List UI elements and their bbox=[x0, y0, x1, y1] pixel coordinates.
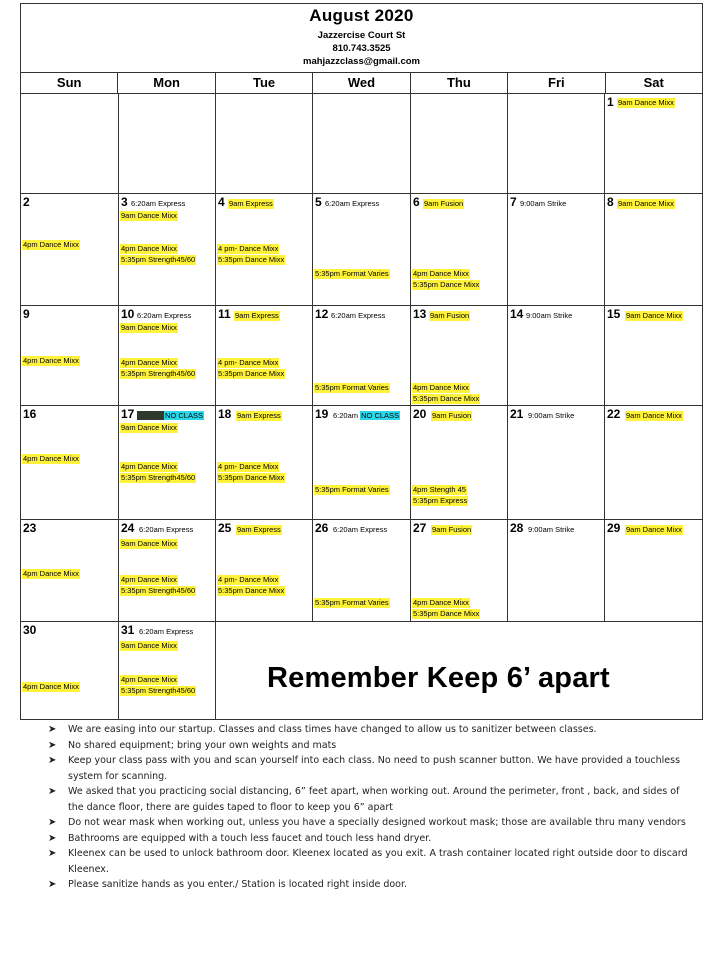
class-event: 9:00am Strike bbox=[526, 311, 573, 320]
day-cell-25 bbox=[216, 520, 313, 622]
weekday-sun: Sun bbox=[21, 73, 118, 93]
list-item: ➤ Bathrooms are equipped with a touch less faucet and touch less hand dryer. bbox=[48, 831, 698, 847]
class-event: 9am Dance Mixx bbox=[121, 211, 177, 220]
class-event: 9:00am Strike bbox=[528, 411, 575, 420]
day-cell-empty bbox=[119, 94, 216, 194]
day-cell-4 bbox=[216, 194, 313, 306]
calendar bbox=[20, 3, 703, 720]
day-number: 10 bbox=[121, 307, 135, 321]
day-cell-empty bbox=[411, 94, 508, 194]
arrowhead-bullet-icon: ➤ bbox=[48, 848, 57, 859]
day-cell-23 bbox=[21, 520, 119, 622]
class-event: 4pm Dance Mixx bbox=[121, 358, 177, 367]
day-number: 13 bbox=[413, 307, 427, 321]
day-cell-26 bbox=[313, 520, 411, 622]
class-event: 9am Dance Mixx bbox=[626, 525, 682, 534]
day-number: 22 bbox=[607, 407, 621, 421]
day-cell-11 bbox=[216, 306, 313, 406]
class-event: 4pm Dance Mixx bbox=[413, 383, 469, 392]
day-number: 2 bbox=[23, 195, 30, 209]
class-event: 6:20am Express bbox=[131, 199, 186, 208]
class-event: 9am Dance Mixx bbox=[618, 199, 674, 208]
list-item: ➤ Keep your class pass with you and scan yourself into each class. No need to push scanner button. We have provided a touchless system for scanning. bbox=[48, 755, 681, 782]
weekday-mon: Mon bbox=[118, 73, 215, 93]
day-cell-empty bbox=[313, 94, 411, 194]
day-cell-19 bbox=[313, 406, 411, 520]
class-event: 5:35pm Dance Mixx bbox=[413, 280, 480, 289]
class-event: 9am Fusion bbox=[430, 311, 470, 320]
class-event: 5:35pm Strength45/60 bbox=[121, 369, 196, 378]
class-event: 6:20am Express bbox=[139, 525, 194, 534]
day-cell-30 bbox=[21, 622, 119, 719]
day-number: 28 bbox=[510, 521, 524, 535]
day-number: 6 bbox=[413, 195, 420, 209]
class-event: 9am Dance Mixx bbox=[121, 539, 177, 548]
day-cell-3 bbox=[119, 194, 216, 306]
class-event: 4pm Dance Mixx bbox=[121, 575, 177, 584]
day-number: 17 bbox=[121, 407, 135, 421]
day-cell-15 bbox=[605, 306, 702, 406]
class-event: 6:20am Express bbox=[139, 627, 194, 636]
day-cell-7 bbox=[508, 194, 605, 306]
day-cell-21 bbox=[508, 406, 605, 520]
day-number: 27 bbox=[413, 521, 427, 535]
day-cell-empty bbox=[508, 94, 605, 194]
day-cell-16 bbox=[21, 406, 119, 520]
class-event: 9am Dance Mixx bbox=[626, 311, 682, 320]
class-event: 4pm Dance Mixx bbox=[23, 356, 79, 365]
day-number: 5 bbox=[315, 195, 322, 209]
class-event: 4 pm- Dance Mixx bbox=[218, 575, 279, 584]
class-event: 5:35pm Dance Mixx bbox=[413, 609, 480, 618]
class-event: 5:35pm Strength45/60 bbox=[121, 255, 196, 264]
list-item: ➤ Do not wear mask when working out, unless you have a specially designed workout mask; those are available thru many vendors bbox=[48, 815, 698, 831]
class-event: 6:20am Express bbox=[137, 311, 192, 320]
day-cell-12 bbox=[313, 306, 411, 406]
class-event: 4pm Dance Mixx bbox=[23, 454, 79, 463]
class-event: 4 pm- Dance Mixx bbox=[218, 358, 279, 367]
weekday-thu: Thu bbox=[411, 73, 508, 93]
class-event: 9am Express bbox=[237, 411, 281, 420]
class-event: 9am Express bbox=[229, 199, 273, 208]
class-event: 5:35pm Format Varies bbox=[315, 269, 389, 278]
day-number: 14 bbox=[510, 307, 524, 321]
day-cell-5 bbox=[313, 194, 411, 306]
arrowhead-bullet-icon: ➤ bbox=[48, 755, 57, 766]
class-event: 6:20am Express bbox=[331, 311, 386, 320]
day-number: 4 bbox=[218, 195, 225, 209]
class-event: 5:35pm Dance Mixx bbox=[218, 473, 285, 482]
day-cell-28 bbox=[508, 520, 605, 622]
day-number: 23 bbox=[23, 521, 37, 535]
arrowhead-bullet-icon: ➤ bbox=[48, 817, 57, 828]
day-cell-13 bbox=[411, 306, 508, 406]
class-event: 9am Dance Mixx bbox=[626, 411, 682, 420]
class-event: 4 pm- Dance Mixx bbox=[218, 244, 279, 253]
day-cell-17 bbox=[119, 406, 216, 520]
arrowhead-bullet-icon: ➤ bbox=[48, 832, 57, 844]
list-item: ➤ We asked that you practicing social distancing, 6” feet apart, when working out. Around the perimeter, front , back, and sides of the dance floor, there are guides taped to floor to keep you 6” apart bbox=[48, 786, 680, 813]
day-number: 9 bbox=[23, 307, 30, 321]
day-cell-empty bbox=[21, 94, 119, 194]
class-event: 5:35pm Strength45/60 bbox=[121, 686, 196, 695]
day-number: 3 bbox=[121, 195, 128, 209]
phone: 810.743.3525 bbox=[332, 43, 391, 54]
class-event: 4pm Stength 45 bbox=[413, 485, 466, 494]
class-event: 6:20am Express bbox=[325, 199, 380, 208]
day-number: 24 bbox=[121, 521, 135, 535]
day-number: 19 bbox=[315, 407, 329, 421]
location: Jazzercise Court St bbox=[317, 30, 406, 41]
day-number: 7 bbox=[510, 195, 517, 209]
calendar-title: August 2020 bbox=[309, 6, 414, 25]
class-event: 5:35pm Format Varies bbox=[315, 598, 389, 607]
day-number: 15 bbox=[607, 307, 621, 321]
day-cell-9 bbox=[21, 306, 119, 406]
day-cell-29 bbox=[605, 520, 702, 622]
day-cell-24 bbox=[119, 520, 216, 622]
class-event: 9:00am Strike bbox=[528, 525, 575, 534]
class-event: 4 pm- Dance Mixx bbox=[218, 462, 279, 471]
class-event: 9am Dance Mixx bbox=[121, 423, 177, 432]
class-event: 5:35pm Express bbox=[413, 496, 468, 505]
list-item: ➤ No shared equipment; bring your own weights and mats bbox=[48, 738, 698, 754]
class-event: 4pm Dance Mixx bbox=[23, 240, 79, 249]
day-number: 16 bbox=[23, 407, 37, 421]
notes-list bbox=[48, 722, 698, 893]
class-event: 4pm Dance Mixx bbox=[23, 569, 79, 578]
class-event-cancelled: 6:20am NO CLASS bbox=[138, 411, 203, 420]
class-event: 4pm Dance Mixx bbox=[23, 682, 79, 691]
weekday-header bbox=[21, 72, 702, 94]
class-event-cancelled: 6:20am NO CLASS bbox=[333, 411, 400, 420]
list-item: ➤ Kleenex can be used to unlock bathroom door. Kleenex located as you exit. A trash container located right outside door to discard Kleenex. bbox=[48, 848, 688, 875]
class-event: 9am Express bbox=[237, 525, 281, 534]
day-cell-6 bbox=[411, 194, 508, 306]
email: mahjazzclass@gmail.com bbox=[303, 56, 420, 67]
arrowhead-bullet-icon: ➤ bbox=[48, 739, 57, 751]
class-event: 4pm Dance Mixx bbox=[121, 675, 177, 684]
list-item: ➤ Please sanitize hands as you enter./ Station is located right inside door. bbox=[48, 877, 698, 893]
day-number: 21 bbox=[510, 407, 524, 421]
day-cell-8 bbox=[605, 194, 702, 306]
day-cell-18 bbox=[216, 406, 313, 520]
class-event: 5:35pm Format Varies bbox=[315, 383, 389, 392]
class-event: 9am Fusion bbox=[432, 411, 472, 420]
class-event: 9am Fusion bbox=[424, 199, 464, 208]
day-cell-27 bbox=[411, 520, 508, 622]
arrowhead-bullet-icon: ➤ bbox=[48, 786, 57, 797]
weekday-sat: Sat bbox=[643, 75, 664, 90]
class-event: 5:35pm Format Varies bbox=[315, 485, 389, 494]
class-event: 9am Express bbox=[235, 311, 279, 320]
class-event: 4pm Dance Mixx bbox=[121, 462, 177, 471]
class-event: 4pm Dance Mixx bbox=[413, 598, 469, 607]
day-number: 12 bbox=[315, 307, 329, 321]
class-event: 9am Dance Mixx bbox=[121, 323, 177, 332]
day-number: 31 bbox=[121, 623, 135, 637]
day-number: 25 bbox=[218, 521, 232, 535]
day-number: 18 bbox=[218, 407, 232, 421]
remember-banner: Remember Keep 6’ apart bbox=[267, 662, 610, 694]
class-event: 5:35pm Strength45/60 bbox=[121, 473, 196, 482]
class-event: 9:00am Strike bbox=[520, 199, 567, 208]
day-number: 8 bbox=[607, 195, 614, 209]
class-event: 9am Fusion bbox=[432, 525, 472, 534]
day-cell-empty bbox=[216, 94, 313, 194]
class-event: 5:35pm Dance Mixx bbox=[218, 255, 285, 264]
day-number: 20 bbox=[413, 407, 427, 421]
class-event: 5:35pm Dance Mixx bbox=[218, 586, 285, 595]
day-number: 1 bbox=[607, 95, 614, 109]
arrowhead-bullet-icon: ➤ bbox=[48, 879, 57, 890]
class-event: 9am Dance Mixx bbox=[121, 641, 177, 650]
class-event: 9am Dance Mixx bbox=[618, 98, 674, 107]
day-cell-1 bbox=[605, 94, 702, 194]
class-event: 5:35pm Dance Mixx bbox=[218, 369, 285, 378]
day-cell-14 bbox=[508, 306, 605, 406]
day-number: 30 bbox=[23, 623, 37, 637]
class-event: 5:35pm Strength45/60 bbox=[121, 586, 196, 595]
weekday-fri: Fri bbox=[508, 73, 605, 93]
list-item: ➤ We are easing into our startup. Classes and class times have changed to allow us to sanitizer between classes. bbox=[48, 722, 698, 738]
day-number: 26 bbox=[315, 521, 329, 535]
weekday-wed: Wed bbox=[313, 73, 410, 93]
weekday-tue: Tue bbox=[216, 73, 313, 93]
day-cell-22 bbox=[605, 406, 702, 520]
day-cell-20 bbox=[411, 406, 508, 520]
arrowhead-bullet-icon: ➤ bbox=[48, 724, 57, 735]
day-cell-31 bbox=[119, 622, 216, 719]
class-event: 6:20am Express bbox=[333, 525, 388, 534]
class-event: 4pm Dance Mixx bbox=[413, 269, 469, 278]
class-event: 5:35pm Dance Mixx bbox=[413, 394, 480, 403]
day-number: 29 bbox=[607, 521, 621, 535]
day-cell-10 bbox=[119, 306, 216, 406]
class-event: 4pm Dance Mixx bbox=[121, 244, 177, 253]
day-number: 11 bbox=[218, 307, 231, 321]
day-cell-2 bbox=[21, 194, 119, 306]
